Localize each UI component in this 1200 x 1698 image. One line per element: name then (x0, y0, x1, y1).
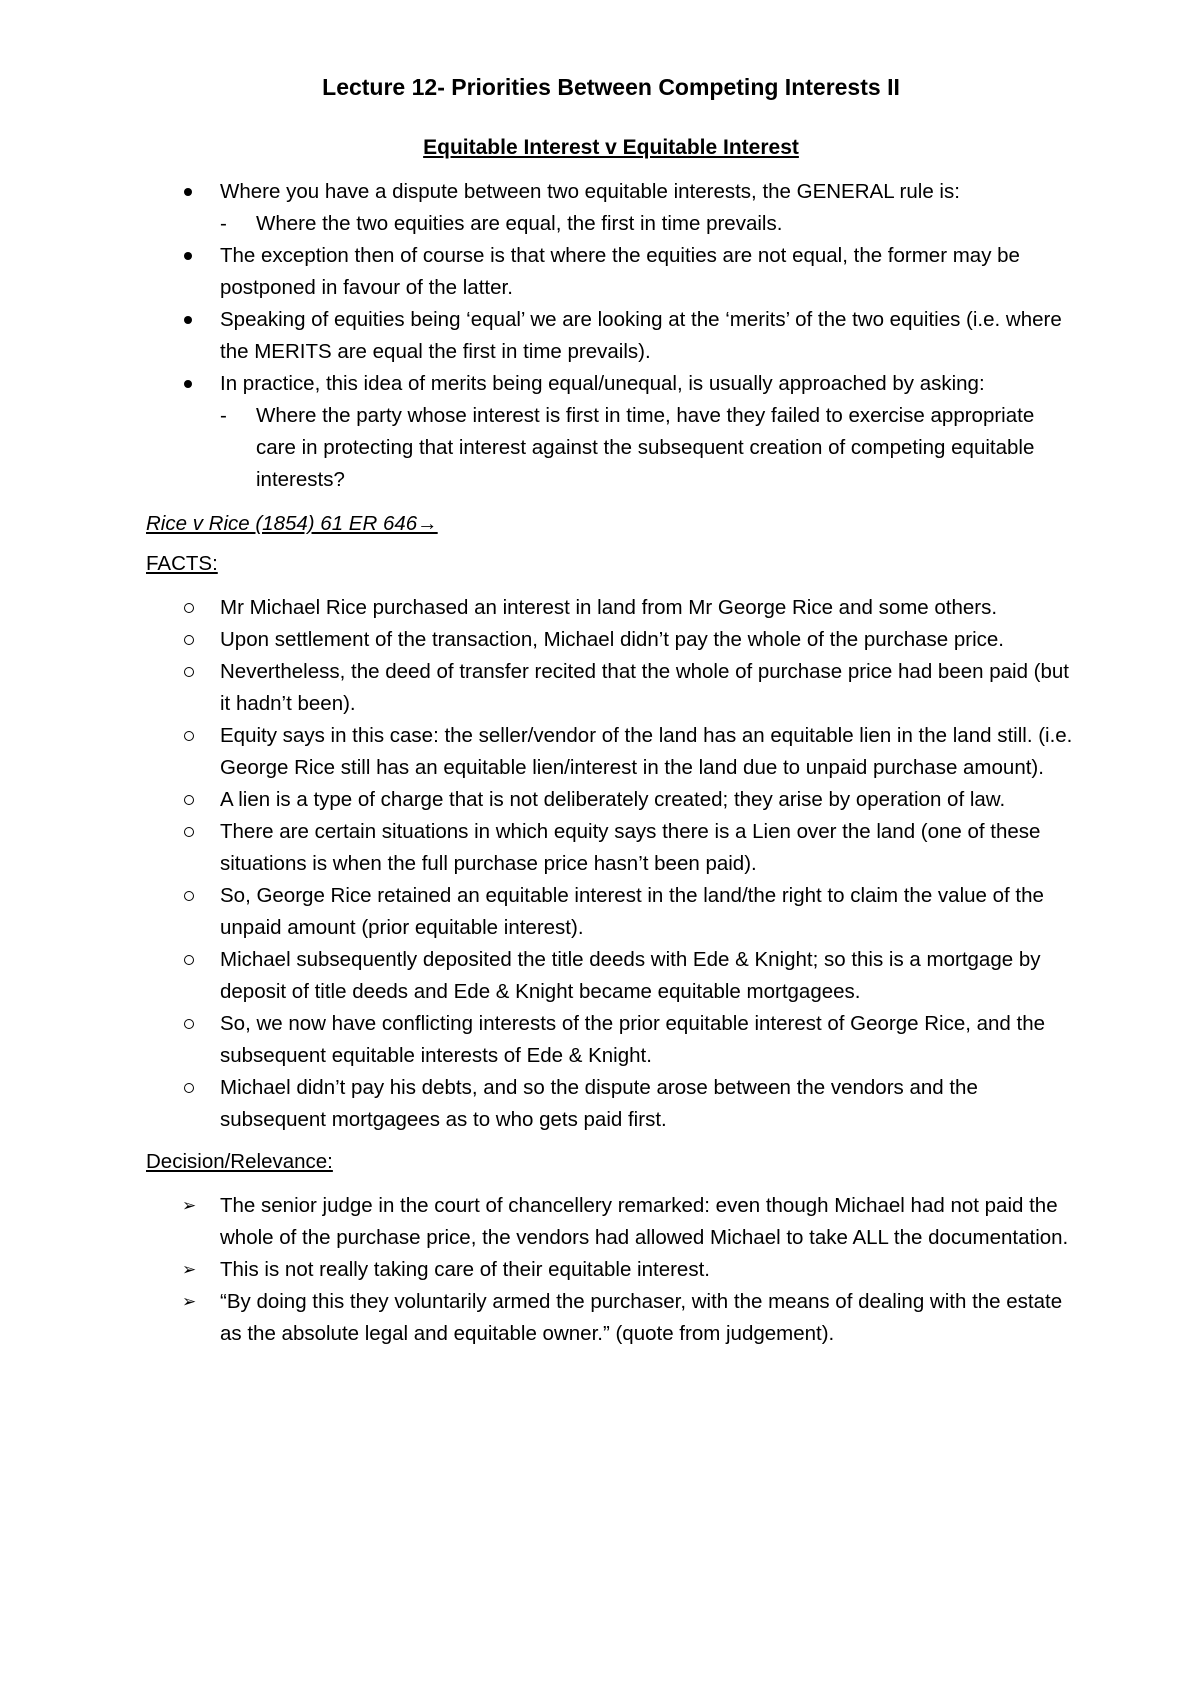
list-item (146, 1254, 1076, 1286)
list-item (146, 176, 1076, 240)
fact-text: Mr Michael Rice purchased an interest in land from Mr George Rice and some others. (220, 596, 998, 619)
bullet-text: In practice, this idea of merits being equal/unequal, is usually approached by asking: (220, 372, 985, 395)
list-item (146, 624, 1076, 656)
list-item (146, 368, 1076, 496)
sub-bullet-text: Where the party whose interest is first in time, have they failed to exercise appropriate care in protecting that interest against the subsequent creation of competing equitable interests? (256, 404, 1035, 491)
sub-list-item (220, 400, 1076, 496)
fact-text: Upon settlement of the transaction, Michael didn’t pay the whole of the purchase price. (220, 628, 1005, 651)
list-item (146, 944, 1076, 1008)
fact-text: There are certain situations in which equity says there is a Lien over the land (one of these situations is when the full purchase price hasn’t been paid). (220, 820, 1041, 875)
list-item (146, 304, 1076, 368)
list-item (146, 784, 1076, 816)
decision-text: “By doing this they voluntarily armed the purchaser, with the means of dealing with the estate as the absolute legal and equitable owner.” (quote from judgement). (220, 1290, 1063, 1345)
sub-list-item (220, 208, 1076, 240)
arrow-bullet-icon: ➢ (182, 1260, 197, 1279)
decision-list (146, 1190, 1076, 1350)
bullet-text: Speaking of equities being ‘equal’ we are looking at the ‘merits’ of the two equities (i.e. where the MERITS are equal the first in time prevails). (220, 308, 1062, 363)
facts-list (146, 592, 1076, 1136)
list-item (146, 816, 1076, 880)
list-item (146, 656, 1076, 720)
fact-text: So, George Rice retained an equitable interest in the land/the right to claim the value of the unpaid amount (prior equitable interest). (220, 884, 1044, 939)
list-item (146, 1072, 1076, 1136)
fact-text: So, we now have conflicting interests of the prior equitable interest of George Rice, and the subsequent equitable interests of Ede & Knight. (220, 1012, 1046, 1067)
list-item (146, 720, 1076, 784)
sub-bullet-text: Where the two equities are equal, the first in time prevails. (256, 212, 783, 235)
decision-text: The senior judge in the court of chancellery remarked: even though Michael had not paid the whole of the purchase price, the vendors had allowed Michael to take ALL the documentation. (220, 1194, 1069, 1249)
facts-heading: FACTS: (146, 552, 218, 575)
arrow-bullet-icon: ➢ (182, 1196, 197, 1215)
bullet-text: The exception then of course is that where the equities are not equal, the former may be postponed in favour of the latter. (220, 244, 1020, 299)
list-item (146, 1190, 1076, 1254)
dash-icon: - (220, 212, 227, 235)
list-item (146, 240, 1076, 304)
page-title: Lecture 12- Priorities Between Competing Interests II (322, 74, 900, 100)
arrow-bullet-icon: ➢ (182, 1292, 197, 1311)
intro-bullet-list (146, 176, 1076, 496)
list-item (146, 1286, 1076, 1350)
list-item (146, 880, 1076, 944)
list-item (146, 592, 1076, 624)
fact-text: A lien is a type of charge that is not deliberately created; they arise by operation of law. (220, 788, 1006, 811)
list-item (146, 1008, 1076, 1072)
dash-icon: - (220, 404, 227, 427)
fact-text: Michael didn’t pay his debts, and so the dispute arose between the vendors and the subsequent mortgagees as to who gets paid first. (220, 1076, 978, 1131)
fact-text: Michael subsequently deposited the title deeds with Ede & Knight; so this is a mortgage by deposit of title deeds and Ede & Knight became equitable mortgagees. (220, 948, 1041, 1003)
fact-text: Nevertheless, the deed of transfer recited that the whole of purchase price had been paid (but it hadn’t been). (220, 660, 1069, 715)
bullet-text: Where you have a dispute between two equitable interests, the GENERAL rule is: (220, 180, 960, 203)
case-citation: Rice v Rice (1854) 61 ER 646→ (146, 512, 438, 535)
decision-text: This is not really taking care of their equitable interest. (220, 1258, 710, 1281)
fact-text: Equity says in this case: the seller/vendor of the land has an equitable lien in the land still. (i.e. George Rice still has an equitable lien/interest in the land due to unpaid purchase amount). (220, 724, 1073, 779)
section-subtitle: Equitable Interest v Equitable Interest (423, 136, 799, 159)
decision-heading: Decision/Relevance: (146, 1150, 333, 1173)
